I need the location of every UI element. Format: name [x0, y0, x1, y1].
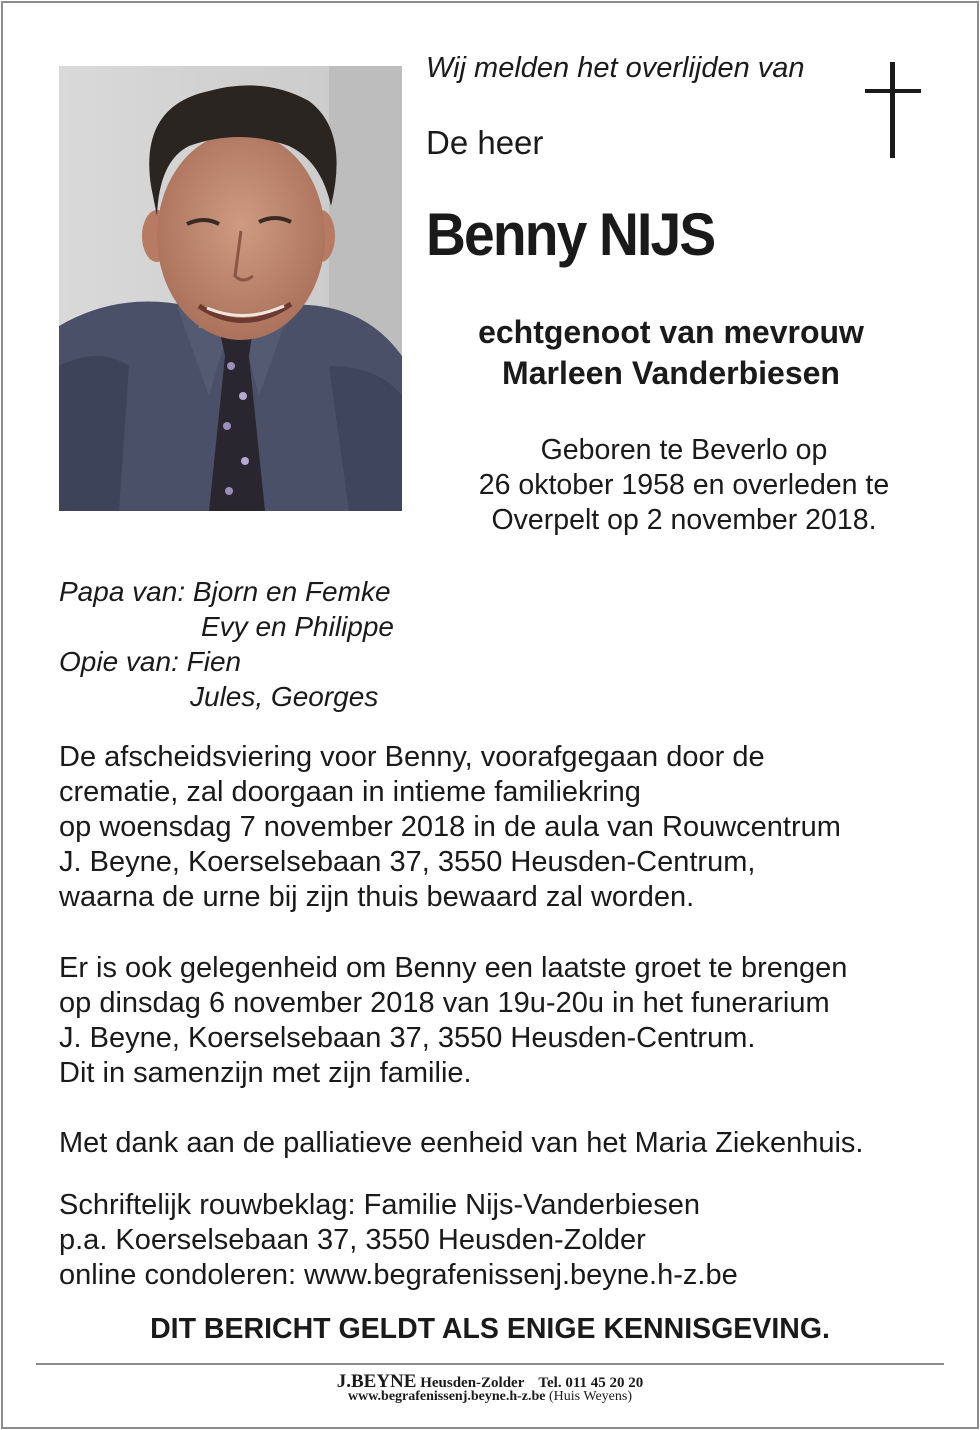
visit-line: op dinsdag 6 november 2018 van 19u-20u in het funerarium: [59, 987, 830, 1019]
footer-location: Heusden-Zolder: [420, 1375, 525, 1391]
deceased-name: Benny NIJS: [426, 201, 715, 268]
visit-line: J. Beyne, Koerselsebaan 37, 3550 Heusden-Centrum.: [59, 1022, 756, 1054]
condolence-link[interactable]: online condoleren: www.begrafenissenj.beyne.h-z.be: [59, 1259, 738, 1291]
family-line: Opie van: Fien: [59, 646, 242, 677]
footer-website[interactable]: www.begrafenissenj.beyne.h-z.be: [347, 1389, 546, 1404]
condolence-line: p.a. Koerselsebaan 37, 3550 Heusden-Zolder: [59, 1224, 646, 1256]
visit-line: Er is ook gelegenheid om Benny een laatste groet te brengen: [59, 952, 848, 984]
spouse-line: echtgenoot van mevrouw: [478, 314, 864, 350]
birth-line: 26 oktober 1958 en overleden te: [478, 469, 890, 501]
footer-house: (Huis Weyens): [549, 1389, 633, 1404]
footer-divider: [36, 1363, 944, 1365]
family-line: Papa van: Bjorn en Femke: [59, 576, 391, 607]
ceremony-line: waarna de urne bij zijn thuis bewaard zal worden.: [59, 881, 695, 913]
brand-name: J.BEYNE: [336, 1371, 417, 1392]
ceremony-line: J. Beyne, Koerselsebaan 37, 3550 Heusden-Centrum,: [59, 846, 756, 878]
thanks-line: Met dank aan de palliatieve eenheid van het Maria Ziekenhuis.: [59, 1127, 864, 1159]
notice-text: DIT BERICHT GELDT ALS ENIGE KENNISGEVING.: [150, 1313, 830, 1345]
honorific: De heer: [426, 124, 544, 161]
cross-icon: [865, 62, 921, 158]
birth-line: Overpelt op 2 november 2018.: [491, 504, 877, 536]
ceremony-line: De afscheidsviering voor Benny, voorafgegaan door de: [59, 741, 765, 773]
visit-line: Dit in samenzijn met zijn familie.: [59, 1057, 472, 1089]
footer-phone: Tel. 011 45 20 20: [538, 1375, 644, 1391]
portrait-photo: [59, 66, 402, 511]
spouse-name: Marleen Vanderbiesen: [502, 355, 840, 391]
footer-web-line: [0, 1389, 980, 1405]
ceremony-line: crematie, zal doorgaan in intieme familiekring: [59, 776, 641, 808]
family-line: Evy en Philippe: [201, 611, 395, 642]
ceremony-line: op woensdag 7 november 2018 in de aula van Rouwcentrum: [59, 811, 841, 843]
intro-text: Wij melden het overlijden van: [426, 52, 805, 84]
family-line: Jules, Georges: [190, 681, 379, 712]
condolence-line: Schriftelijk rouwbeklag: Familie Nijs-Vanderbiesen: [59, 1189, 700, 1221]
birth-line: Geboren te Beverlo op: [540, 434, 828, 466]
